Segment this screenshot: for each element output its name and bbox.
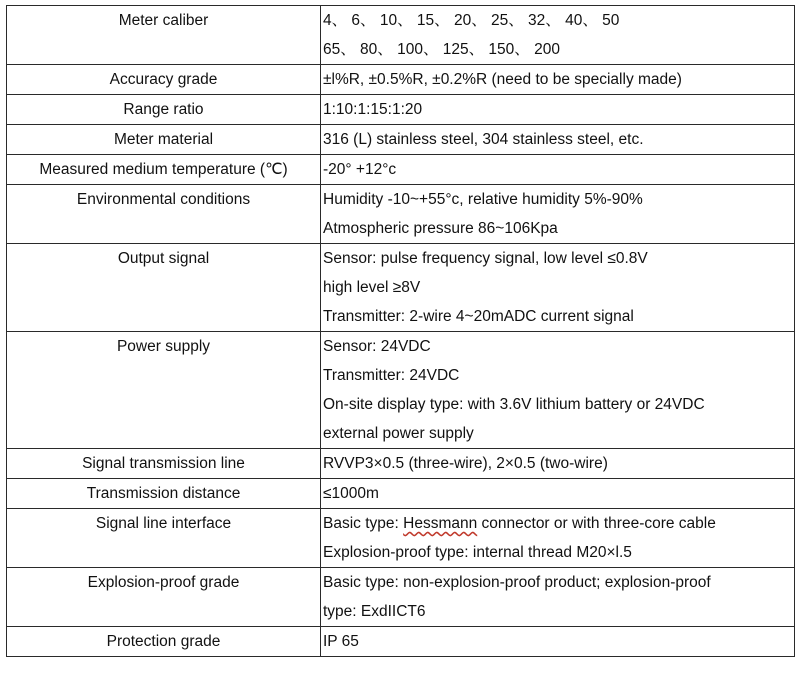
value-line: RVVP3×0.5 (three-wire), 2×0.5 (two-wire)	[323, 455, 608, 472]
value-line: On-site display type: with 3.6V lithium battery or 24VDC	[323, 396, 705, 413]
param-label: Protection grade	[106, 633, 221, 650]
value-line: Atmospheric pressure 86~106Kpa	[323, 220, 558, 237]
value-cell	[321, 65, 795, 95]
value-cell	[321, 449, 795, 479]
table-row	[7, 155, 795, 185]
table-row	[7, 449, 795, 479]
value-line: type: ExdIICT6	[323, 603, 426, 620]
param-cell	[7, 95, 321, 125]
spec-table	[6, 5, 795, 657]
table-row	[7, 125, 795, 155]
value-line: ±l%R, ±0.5%R, ±0.2%R (need to be specially made)	[323, 71, 682, 88]
value-line: high level ≥8V	[323, 279, 421, 296]
value-cell	[321, 95, 795, 125]
value-line: Transmitter: 2-wire 4~20mADC current signal	[323, 308, 634, 325]
value-line: 1:10:1:15:1:20	[323, 101, 423, 118]
value-cell	[321, 332, 795, 449]
table-row	[7, 244, 795, 332]
value-cell	[321, 568, 795, 627]
param-label: Signal transmission line	[82, 455, 245, 472]
param-label: Range ratio	[123, 101, 204, 118]
value-line: Humidity -10~+55°c, relative humidity 5%-90%	[323, 191, 643, 208]
value-line: 316 (L) stainless steel, 304 stainless steel, etc.	[323, 131, 644, 148]
value-cell	[321, 509, 795, 568]
param-cell	[7, 185, 321, 244]
param-label: Output signal	[117, 250, 210, 267]
param-cell	[7, 6, 321, 65]
value-line: Basic type: Hessmann connector or with three-core cable	[323, 515, 716, 532]
param-label: Meter material	[113, 131, 214, 148]
value-cell	[321, 185, 795, 244]
value-line: Explosion-proof type: internal thread M20×l.5	[323, 544, 632, 561]
param-label: Measured medium temperature (℃)	[39, 161, 288, 178]
param-label: Explosion-proof grade	[87, 574, 240, 591]
table-row	[7, 185, 795, 244]
param-cell	[7, 125, 321, 155]
value-line: ≤1000m	[323, 485, 379, 502]
table-row	[7, 332, 795, 449]
param-cell	[7, 568, 321, 627]
value-line: -20° +12°c	[323, 161, 397, 178]
param-label: Accuracy grade	[109, 71, 218, 88]
value-line: 4、 6、 10、 15、 20、 25、 32、 40、 50	[323, 12, 620, 29]
table-row	[7, 95, 795, 125]
spellcheck-underline: Hessmann	[403, 515, 478, 532]
param-cell	[7, 155, 321, 185]
table-row	[7, 65, 795, 95]
value-line: Sensor: 24VDC	[323, 338, 431, 355]
table-row	[7, 6, 795, 65]
value-cell	[321, 479, 795, 509]
value-cell	[321, 627, 795, 657]
param-cell	[7, 627, 321, 657]
param-cell	[7, 65, 321, 95]
value-line: IP 65	[323, 633, 359, 650]
value-line: 65、 80、 100、 125、 150、 200	[323, 41, 560, 58]
table-row	[7, 479, 795, 509]
value-cell	[321, 125, 795, 155]
param-label: Signal line interface	[95, 515, 232, 532]
value-line: Basic type: non-explosion-proof product; explosion-proof	[323, 574, 711, 591]
param-cell	[7, 332, 321, 449]
param-cell	[7, 479, 321, 509]
value-line: external power supply	[323, 425, 474, 442]
value-cell	[321, 244, 795, 332]
value-line: Sensor: pulse frequency signal, low level ≤0.8V	[323, 250, 648, 267]
table-row	[7, 568, 795, 627]
value-line: Transmitter: 24VDC	[323, 367, 460, 384]
table-row	[7, 627, 795, 657]
param-cell	[7, 509, 321, 568]
param-label: Meter caliber	[118, 12, 209, 29]
param-label: Power supply	[116, 338, 211, 355]
value-cell	[321, 155, 795, 185]
value-cell	[321, 6, 795, 65]
table-row	[7, 509, 795, 568]
param-cell	[7, 449, 321, 479]
param-cell	[7, 244, 321, 332]
param-label: Environmental conditions	[76, 191, 251, 208]
param-label: Transmission distance	[86, 485, 241, 502]
